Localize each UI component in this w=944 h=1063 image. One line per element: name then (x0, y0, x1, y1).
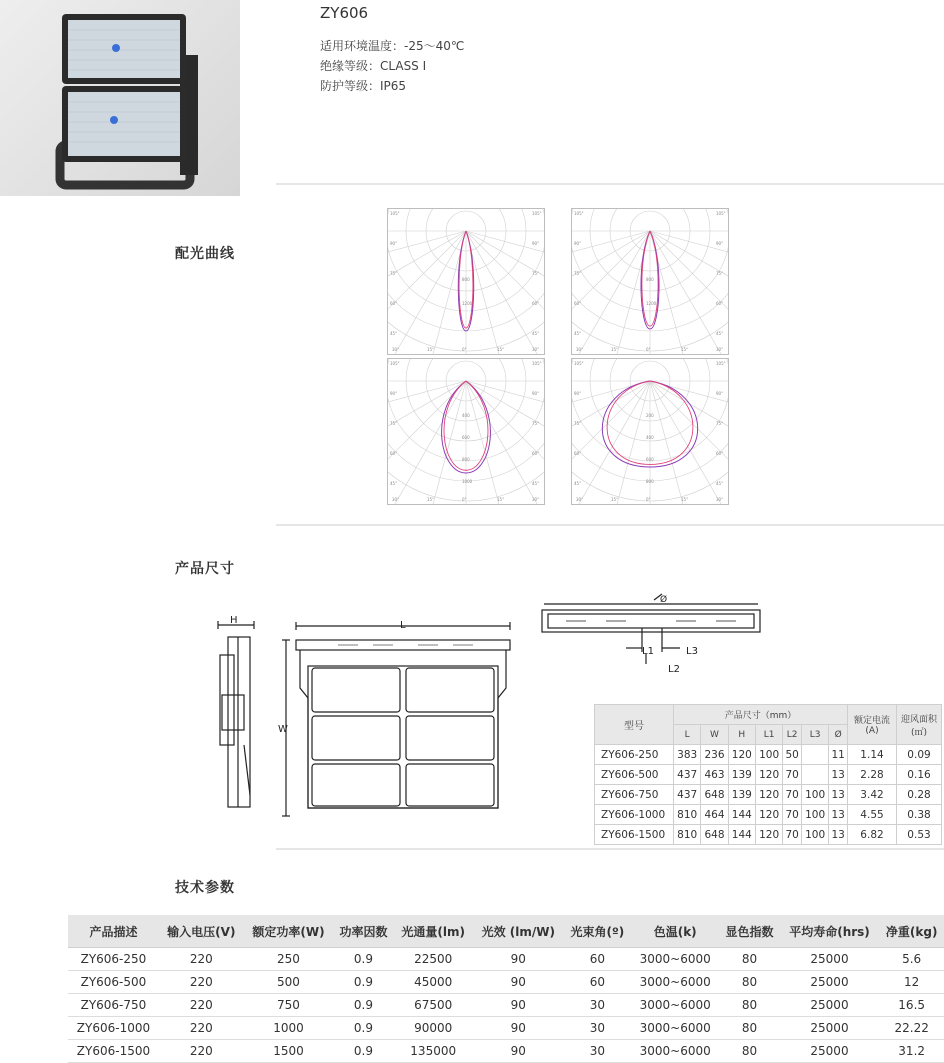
polar-angle-label: 75° (574, 271, 582, 276)
polar-angle-label: 30° (532, 347, 540, 352)
dim-w-label: W (278, 724, 288, 735)
polar-radial-label: 1200 (646, 301, 657, 306)
tech-header: 显色指数 (719, 915, 779, 948)
polar-angle-label: 105° (532, 361, 542, 366)
polar-chart-4 (571, 358, 729, 505)
dim-phi-label: Ø (660, 595, 668, 605)
tech-header: 光束角(º) (564, 915, 631, 948)
tech-header: 产品描述 (68, 915, 159, 948)
dim-subheader: L1 (755, 725, 782, 745)
polar-angle-label: 30° (576, 497, 584, 502)
dim-header-wind: 迎风面积 (㎡) (897, 705, 942, 745)
front-view-drawing (278, 618, 518, 820)
tech-header: 平均寿命(hrs) (780, 915, 880, 948)
polar-angle-label: 30° (576, 347, 584, 352)
polar-angle-label: 105° (390, 361, 400, 366)
dim-header-model: 型号 (595, 705, 674, 745)
polar-chart-1 (387, 208, 545, 355)
polar-chart-3 (387, 358, 545, 505)
polar-angle-label: 75° (716, 271, 724, 276)
table-row: ZY606-1000 220 1000 0.9 90000 90 30 3000~6000 80 25000 22.22 (68, 1017, 944, 1040)
tech-header: 色温(k) (631, 915, 719, 948)
polar-angle-label: 15° (497, 497, 505, 502)
dim-l3-label: L3 (686, 646, 698, 657)
polar-angle-label: 15° (427, 497, 435, 502)
tech-header: 光效 (lm/W) (473, 915, 564, 948)
divider (276, 183, 944, 185)
polar-radial-label: 600 (646, 457, 654, 462)
polar-angle-label: 45° (574, 481, 582, 486)
polar-angle-label: 90° (390, 241, 398, 246)
polar-angle-label: 15° (497, 347, 505, 352)
polar-angle-label: 60° (390, 301, 398, 306)
polar-angle-label: 15° (611, 347, 619, 352)
side-view-drawing (210, 615, 260, 815)
dimension-table (594, 704, 942, 845)
spec-protection: 防护等级：IP65 (320, 79, 407, 93)
polar-radial-label: 400 (646, 435, 654, 440)
bracket-view-drawing (536, 592, 766, 674)
table-row: ZY606-750 437 648 139 120 70 100 13 3.42 0.28 (595, 785, 942, 805)
polar-angle-label: 45° (574, 331, 582, 336)
polar-radial-label: 800 (646, 479, 654, 484)
polar-angle-label: 60° (532, 451, 540, 456)
polar-angle-label: 15° (681, 347, 689, 352)
spec-temperature: 适用环境温度：-25～40℃ (320, 39, 465, 53)
polar-angle-label: 15° (611, 497, 619, 502)
product-photo (0, 0, 240, 196)
spec-insulation: 绝缘等级：CLASS I (320, 59, 427, 73)
table-row: ZY606-250 383 236 120 100 50 11 1.14 0.09 (595, 745, 942, 765)
dim-subheader: L (674, 725, 701, 745)
table-row: ZY606-1500 220 1500 0.9 135000 90 30 3000~6000 80 25000 31.2 (68, 1040, 944, 1063)
polar-angle-label: 105° (574, 211, 584, 216)
dim-header-current: 额定电流 (A) (848, 705, 897, 745)
polar-radial-label: 800 (462, 277, 470, 282)
polar-angle-label: 0° (646, 497, 651, 502)
polar-angle-label: 105° (716, 361, 726, 366)
tech-params-table (68, 915, 944, 1063)
section-light-curve: 配光曲线 (175, 246, 235, 262)
tech-header: 净重(kg) (879, 915, 944, 948)
polar-angle-label: 0° (646, 347, 651, 352)
polar-radial-label: 1000 (462, 479, 473, 484)
polar-angle-label: 30° (716, 497, 724, 502)
polar-angle-label: 105° (716, 211, 726, 216)
polar-angle-label: 60° (390, 451, 398, 456)
polar-angle-label: 15° (681, 497, 689, 502)
polar-angle-label: 90° (390, 391, 398, 396)
polar-angle-label: 60° (574, 301, 582, 306)
polar-radial-label: 800 (462, 457, 470, 462)
polar-angle-label: 60° (532, 301, 540, 306)
polar-angle-label: 45° (390, 481, 398, 486)
polar-angle-label: 45° (716, 331, 724, 336)
polar-angle-label: 90° (574, 391, 582, 396)
tech-header: 光通量(lm) (394, 915, 473, 948)
polar-angle-label: 75° (390, 421, 398, 426)
dim-subheader: W (701, 725, 728, 745)
table-row: ZY606-750 220 750 0.9 67500 90 30 3000~6000 80 25000 16.5 (68, 994, 944, 1017)
polar-angle-label: 90° (574, 241, 582, 246)
polar-radial-label: 800 (646, 277, 654, 282)
table-row: ZY606-250 220 250 0.9 22500 90 60 3000~6000 80 25000 5.6 (68, 948, 944, 971)
tech-header: 输入电压(V) (159, 915, 244, 948)
divider (276, 848, 944, 850)
polar-angle-label: 90° (716, 241, 724, 246)
section-tech-params: 技术参数 (175, 880, 235, 896)
polar-angle-label: 90° (532, 391, 540, 396)
polar-angle-label: 30° (532, 497, 540, 502)
polar-angle-label: 0° (462, 347, 467, 352)
polar-angle-label: 60° (716, 301, 724, 306)
tech-header: 额定功率(W) (244, 915, 334, 948)
polar-angle-label: 75° (532, 271, 540, 276)
polar-angle-label: 105° (390, 211, 400, 216)
polar-angle-label: 30° (392, 497, 400, 502)
polar-angle-label: 75° (574, 421, 582, 426)
polar-angle-label: 75° (390, 271, 398, 276)
dim-subheader: L2 (783, 725, 802, 745)
polar-radial-label: 200 (646, 413, 654, 418)
dim-subheader: L3 (801, 725, 828, 745)
polar-angle-label: 60° (716, 451, 724, 456)
polar-radial-label: 400 (462, 413, 470, 418)
dim-l-label: L (400, 620, 406, 631)
dim-l2-label: L2 (668, 664, 680, 674)
polar-angle-label: 105° (532, 211, 542, 216)
polar-chart-2 (571, 208, 729, 355)
table-row: ZY606-1500 810 648 144 120 70 100 13 6.82 0.53 (595, 825, 942, 845)
dim-header-size: 产品尺寸（mm） (674, 705, 848, 725)
polar-radial-label: 600 (462, 435, 470, 440)
polar-angle-label: 90° (532, 241, 540, 246)
polar-angle-label: 30° (392, 347, 400, 352)
polar-angle-label: 75° (716, 421, 724, 426)
polar-angle-label: 75° (532, 421, 540, 426)
polar-angle-label: 45° (532, 331, 540, 336)
table-row: ZY606-500 437 463 139 120 70 13 2.28 0.16 (595, 765, 942, 785)
table-row: ZY606-1000 810 464 144 120 70 100 13 4.55 0.38 (595, 805, 942, 825)
polar-angle-label: 45° (532, 481, 540, 486)
polar-angle-label: 15° (427, 347, 435, 352)
polar-radial-label: 1200 (462, 301, 473, 306)
table-row: ZY606-500 220 500 0.9 45000 90 60 3000~6000 80 25000 12 (68, 971, 944, 994)
dim-l1-label: L1 (642, 646, 654, 657)
polar-angle-label: 105° (574, 361, 584, 366)
polar-angle-label: 45° (390, 331, 398, 336)
section-dimensions: 产品尺寸 (175, 561, 235, 577)
polar-angle-label: 60° (574, 451, 582, 456)
floodlight-image (0, 0, 240, 196)
polar-angle-label: 45° (716, 481, 724, 486)
polar-angle-label: 0° (462, 497, 467, 502)
tech-header: 功率因数 (333, 915, 393, 948)
dim-subheader: H (728, 725, 755, 745)
polar-angle-label: 90° (716, 391, 724, 396)
product-model: ZY606 (320, 4, 369, 22)
dim-h-label: H (230, 615, 238, 626)
dim-subheader: Ø (829, 725, 848, 745)
divider (276, 524, 944, 526)
polar-angle-label: 30° (716, 347, 724, 352)
